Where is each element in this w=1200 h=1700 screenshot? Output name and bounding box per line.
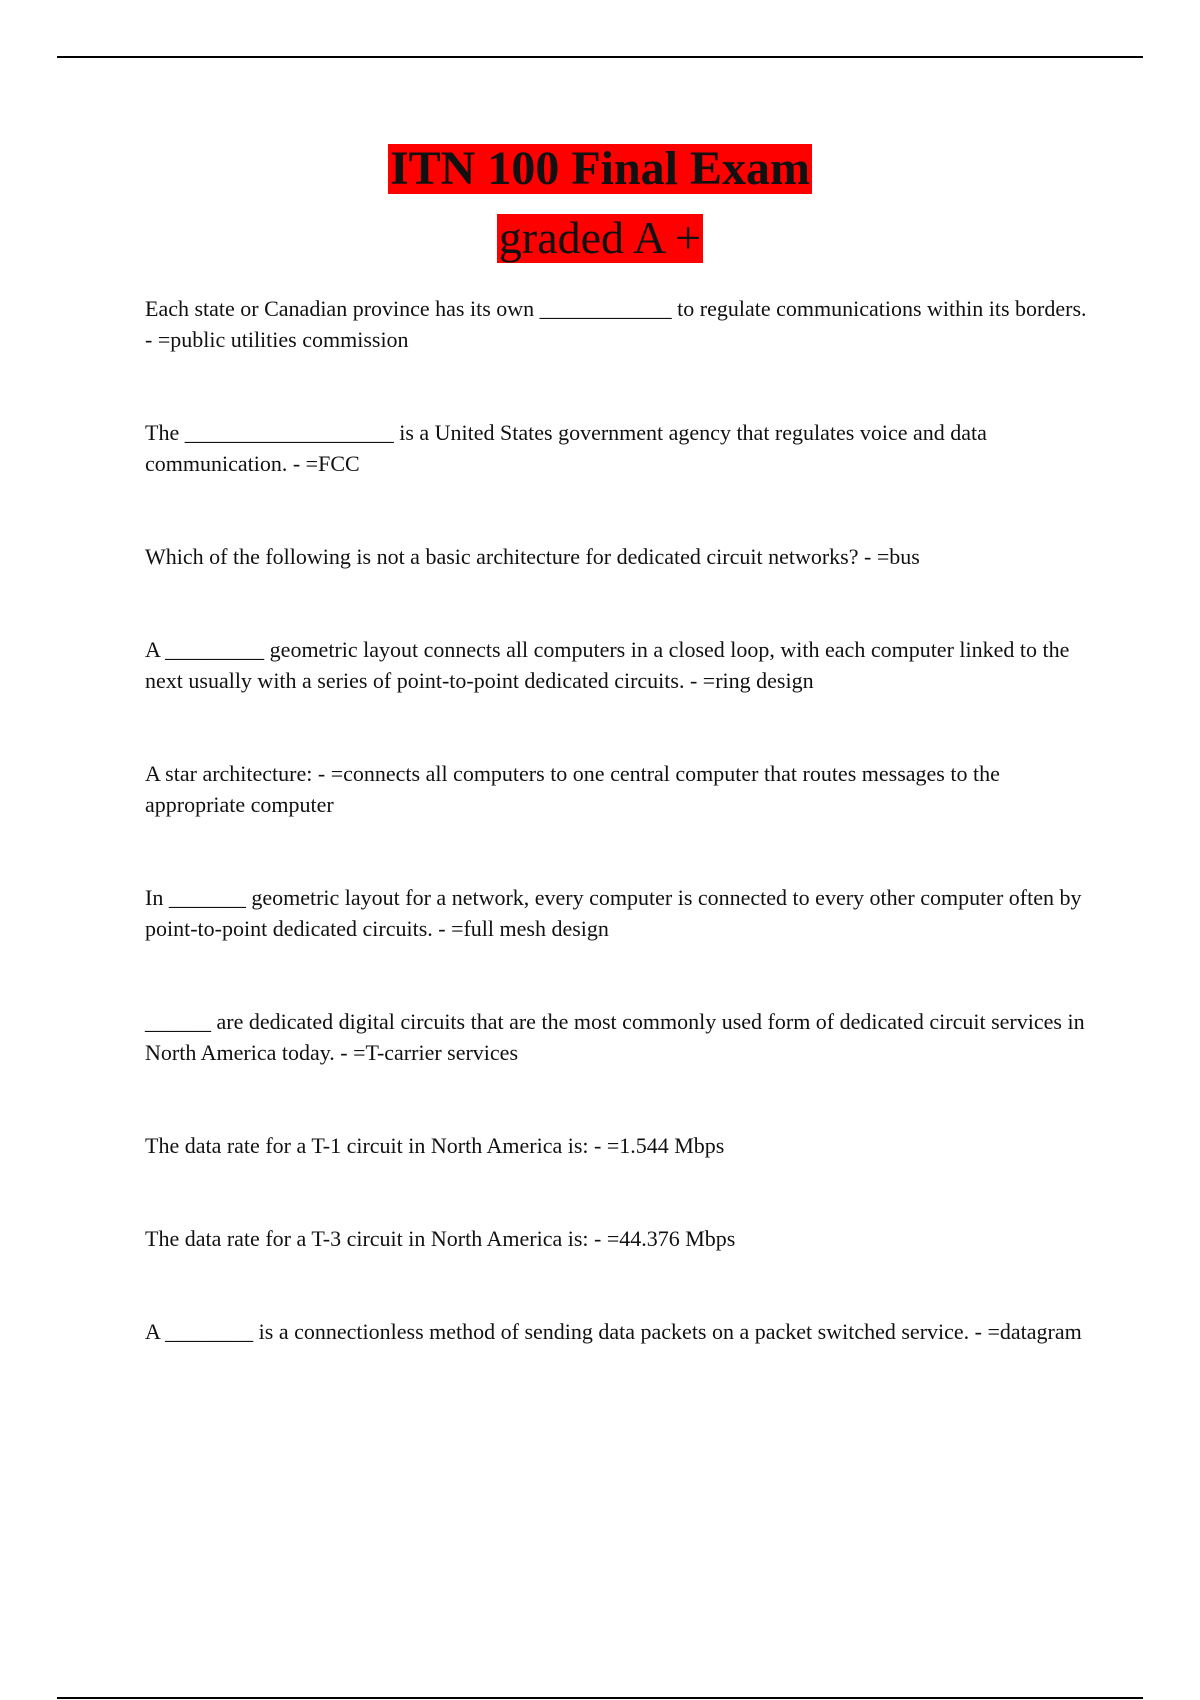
- question-item: A _________ geometric layout connects all computers in a closed loop, with each computer linked to the next usually with a series of point-to-point dedicated circuits. - =ring design: [145, 637, 1070, 693]
- document-title: ITN 100 Final Exam: [389, 142, 811, 195]
- bottom-rule: [57, 1697, 1143, 1699]
- question-item: A star architecture: - =connects all computers to one central computer that routes messages to the appropriate computer: [145, 761, 1000, 817]
- question-item: The ___________________ is a United States government agency that regulates voice and data communication. - =FCC: [145, 420, 987, 476]
- question-item: A ________ is a connectionless method of sending data packets on a packet switched service. - =datagram: [145, 1319, 1082, 1344]
- question-item: In _______ geometric layout for a network, every computer is connected to every other computer often by point-to-point dedicated circuits. - =full mesh design: [145, 885, 1082, 941]
- question-item: ______ are dedicated digital circuits that are the most commonly used form of dedicated circuit services in North America today. - =T-carrier services: [145, 1009, 1085, 1065]
- title-block: [0, 144, 1200, 263]
- document-subtitle: graded A +: [498, 212, 702, 264]
- question-item: Each state or Canadian province has its own ____________ to regulate communications within its borders. - =public utilities commission: [145, 296, 1087, 352]
- top-rule: [57, 56, 1143, 58]
- question-item: The data rate for a T-3 circuit in North America is: - =44.376 Mbps: [145, 1226, 736, 1251]
- question-list: [145, 293, 1090, 1409]
- question-item: Which of the following is not a basic architecture for dedicated circuit networks? - =bus: [145, 544, 920, 569]
- question-item: The data rate for a T-1 circuit in North America is: - =1.544 Mbps: [145, 1133, 725, 1158]
